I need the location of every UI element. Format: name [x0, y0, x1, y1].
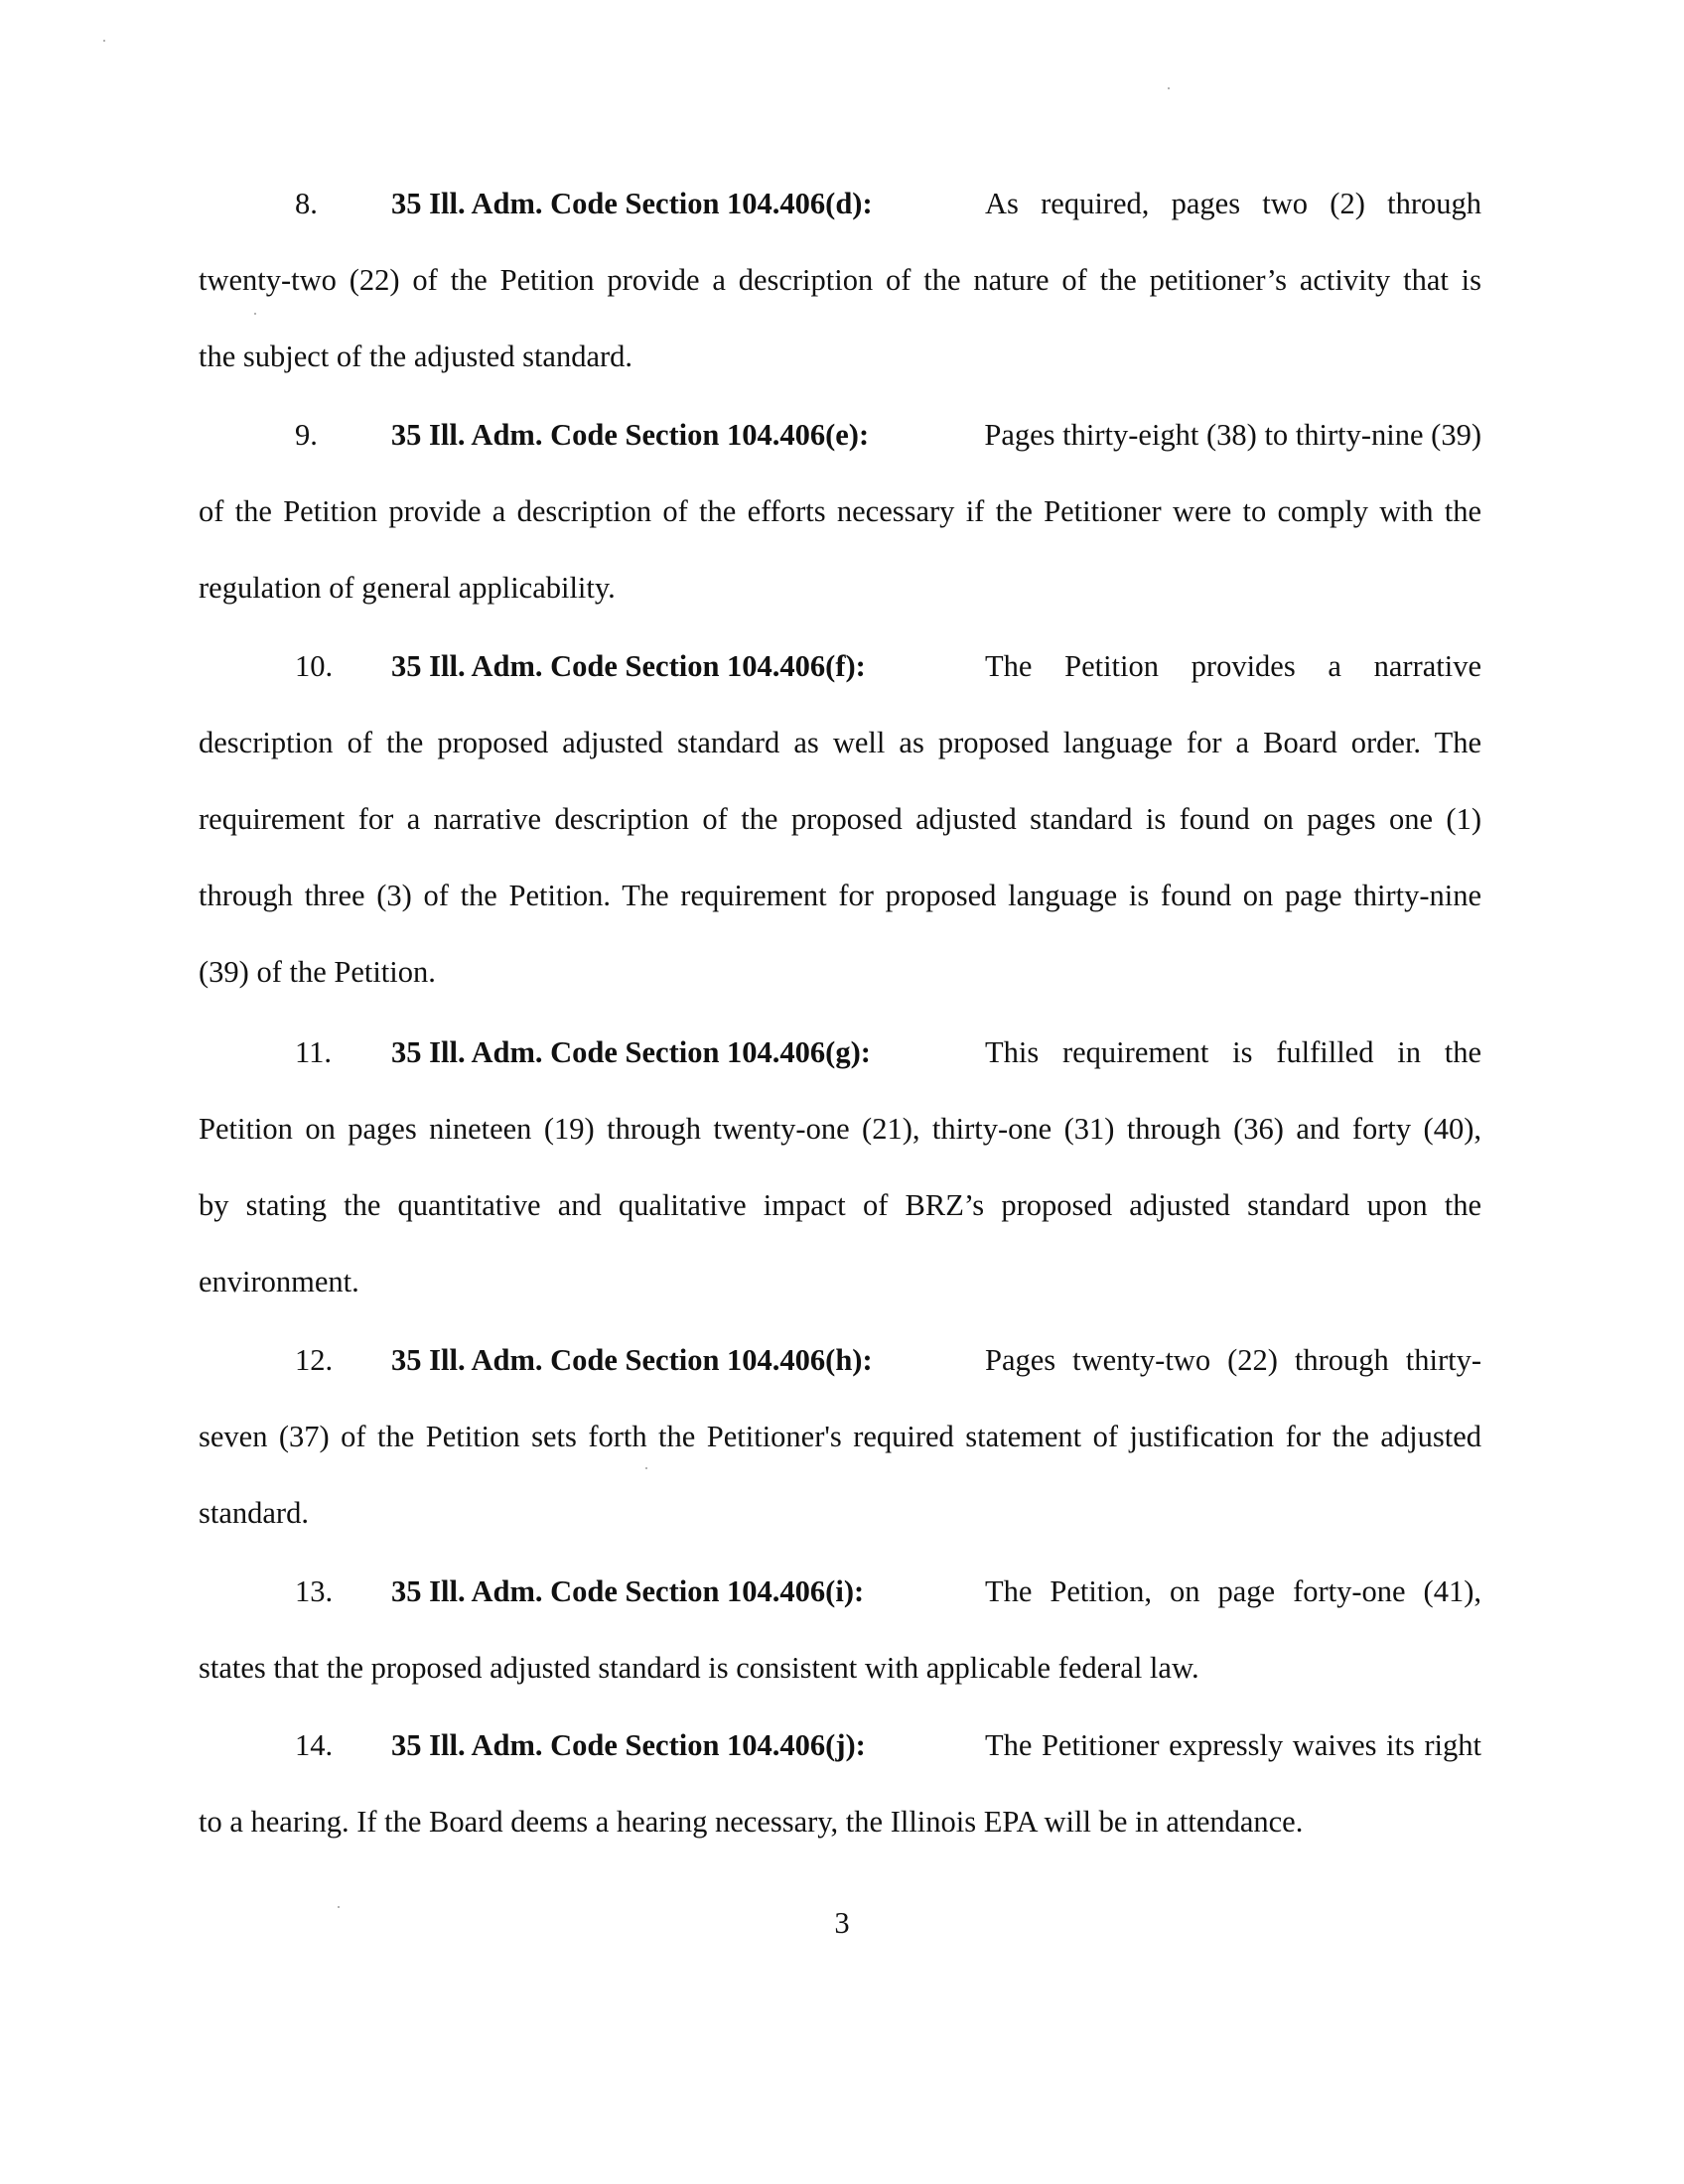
paragraph-line: standard. [199, 1496, 309, 1530]
paragraph-number: 9. [295, 418, 318, 452]
paragraph-line: description of the proposed adjusted standard as well as proposed language for a Board order. The [199, 726, 1481, 759]
paragraph-number: 8. [295, 187, 318, 220]
paragraph-8 [199, 166, 1481, 395]
scan-speck [338, 1906, 340, 1908]
paragraph-line: seven (37) of the Petition sets forth the Petitioner's required statement of justification for the adjusted [199, 1420, 1481, 1453]
paragraph-line: by stating the quantitative and qualitative impact of BRZ’s proposed adjusted standard upon the [199, 1188, 1481, 1222]
paragraph-line: regulation of general applicability. [199, 571, 616, 605]
paragraph-lead-text: The Petitioner expressly waives its right [985, 1728, 1481, 1762]
paragraph-number: 10. [295, 649, 334, 683]
page-number: 3 [834, 1906, 850, 1940]
paragraph-13 [199, 1554, 1481, 1706]
paragraph-lead-text: The Petition provides a narrative [985, 649, 1481, 683]
paragraph-line: of the Petition provide a description of the efforts necessary if the Petitioner were to comply with the [199, 494, 1481, 528]
paragraph-lead-text: As required, pages two (2) through [985, 187, 1481, 220]
paragraph-11 [199, 1015, 1481, 1320]
paragraph-line: states that the proposed adjusted standard is consistent with applicable federal law. [199, 1651, 1199, 1685]
section-heading: 35 Ill. Adm. Code Section 104.406(f): [391, 649, 866, 683]
paragraph-12 [199, 1322, 1481, 1552]
section-heading: 35 Ill. Adm. Code Section 104.406(j): [391, 1728, 866, 1762]
section-heading: 35 Ill. Adm. Code Section 104.406(h): [391, 1343, 873, 1377]
paragraph-lead-text: Pages thirty-eight (38) to thirty-nine (39) [984, 418, 1481, 452]
section-heading: 35 Ill. Adm. Code Section 104.406(e): [390, 418, 870, 452]
paragraph-line: (39) of the Petition. [199, 955, 436, 989]
paragraph-lead-text: Pages twenty-two (22) through thirty- [985, 1343, 1481, 1377]
paragraph-line: twenty-two (22) of the Petition provide a description of the nature of the petitioner’s activity that is [199, 263, 1481, 297]
paragraph-line: to a hearing. If the Board deems a hearing necessary, the Illinois EPA will be in attendance. [199, 1805, 1304, 1839]
scan-speck [1168, 87, 1170, 89]
paragraph-lead-text: This requirement is fulfilled in the [985, 1035, 1481, 1069]
scan-speck [103, 40, 105, 42]
paragraph-line: requirement for a narrative description of the proposed adjusted standard is found on pages one (1) [199, 802, 1481, 836]
paragraph-number: 13. [295, 1574, 334, 1608]
section-heading: 35 Ill. Adm. Code Section 104.406(d): [391, 187, 873, 220]
section-heading: 35 Ill. Adm. Code Section 104.406(g): [391, 1035, 871, 1069]
paragraph-number: 11. [295, 1035, 332, 1069]
paragraph-number: 12. [295, 1343, 334, 1377]
section-heading: 35 Ill. Adm. Code Section 104.406(i): [391, 1574, 865, 1608]
scan-speck [645, 1467, 647, 1469]
scan-speck [254, 313, 256, 315]
paragraph-number: 14. [295, 1728, 334, 1762]
paragraph-line: Petition on pages nineteen (19) through twenty-one (21), thirty-one (31) through (36) and forty (40), [199, 1112, 1481, 1146]
paragraph-10 [199, 628, 1481, 1011]
paragraph-lead-text: The Petition, on page forty-one (41), [985, 1574, 1481, 1608]
paragraph-9 [199, 397, 1481, 626]
paragraph-line: through three (3) of the Petition. The requirement for proposed language is found on page thirty-nine [199, 879, 1481, 912]
paragraph-line: the subject of the adjusted standard. [199, 340, 633, 373]
paragraph-line: environment. [199, 1265, 359, 1298]
paragraph-14 [199, 1707, 1481, 1860]
